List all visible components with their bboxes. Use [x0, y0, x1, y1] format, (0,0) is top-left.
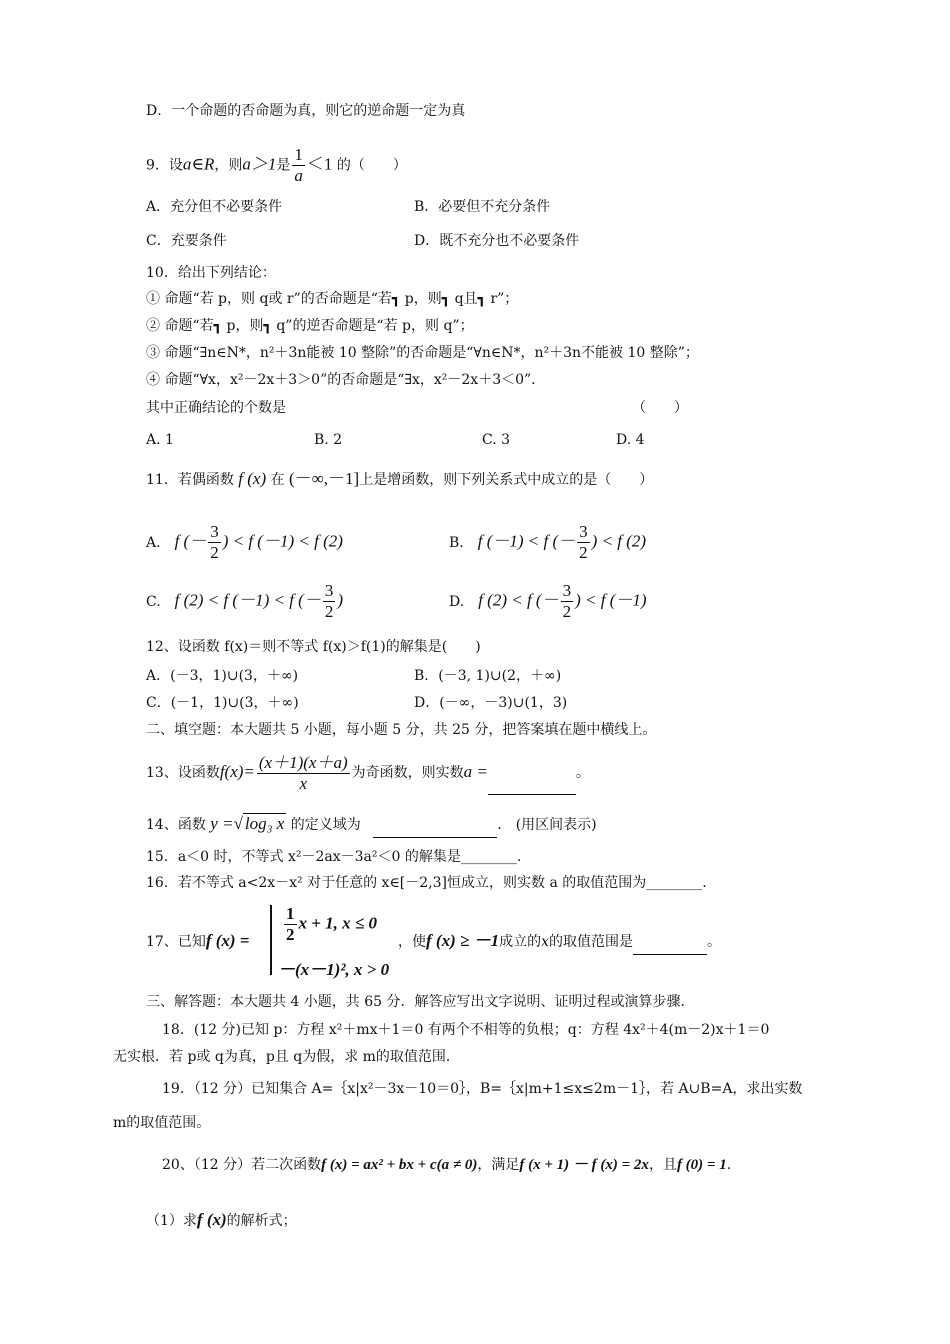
q11-interval: (－∞,－1] [289, 469, 360, 488]
q11-option-c-label: C. [146, 593, 161, 610]
q11-option-a-part1: f (－ [174, 531, 207, 551]
q14-answer-blank[interactable] [373, 819, 497, 838]
q14-suffix: . (用区间表示) [497, 817, 597, 833]
q13-suffix: 。 [575, 765, 590, 781]
q13-mid: 为奇函数，则实数 [351, 765, 464, 781]
q11-option-b-fraction [577, 522, 590, 563]
q17-mid: ，使 [398, 934, 426, 950]
q17-end: 。 [706, 934, 721, 950]
q11-option-c-fraction [323, 581, 336, 622]
q11-option-b-num: 3 [579, 522, 588, 541]
q18-line-2: 无实根．若 p或 q为真，p且 q为假，求 m的取值范围． [113, 1049, 460, 1065]
q19-line-1: 19．（12 分）已知集合 A=｛x|x²－3x－10＝0｝，B=｛x|m+1≤x≤2m－1｝，若 A∪B=A，求出实数 [162, 1081, 803, 1097]
q11-fx: f (x) [238, 469, 267, 488]
q13-den: x [299, 773, 308, 793]
q9-stem [146, 145, 407, 186]
q14-prefix: 14、函数 [146, 817, 206, 833]
q14-radicand: log₃ x [244, 814, 285, 833]
q11-option-b-part2: ) < f (2) [591, 531, 647, 551]
q20-expr1: f (x) = ax² + bx + c(a ≠ 0) [321, 1157, 478, 1173]
q11-option-c-den: 2 [324, 602, 334, 621]
q12-option-c: C．(－1，1)∪(3，＋∞) [146, 695, 299, 711]
q11-option-a [146, 522, 343, 563]
q11-option-c-part2: ) [337, 590, 344, 610]
q13-prefix: 13、设函数 [146, 765, 220, 781]
q15-text: 15．a＜0 时，不等式 x²－2ax－3a²＜0 的解集是________. [146, 849, 522, 865]
q13-var: a = [463, 762, 488, 781]
q11-in: 在 [270, 472, 285, 488]
q17-answer-blank[interactable] [633, 936, 707, 955]
q9-cond2: a＞1 [242, 154, 277, 174]
q9-suffix: 的（ ） [332, 157, 407, 174]
q10-item-4: ④ 命题“∀x，x²－2x＋3＞0”的否命题是“∃x，x²－2x＋3＜0”． [146, 372, 546, 388]
q8-option-d: D．一个命题的否命题为真，则它的逆命题一定为真 [146, 103, 466, 119]
q13-stem [146, 750, 590, 795]
q10-item-3: ③ 命题“∃n∈N*，n²＋3n能被 10 整除”的否命题是“∀n∈N*，n²＋3n不能被 10 整除”； [146, 345, 699, 361]
q9-lt1: ＜1 [306, 154, 333, 174]
q11-option-d-num: 3 [562, 581, 572, 600]
q17-stem-suffix [398, 928, 721, 955]
q10-stem: 10．给出下列结论： [146, 265, 276, 281]
q11-option-d-label: D. [449, 593, 465, 610]
q11-suffix: 上是增函数，则下列关系式中成立的是（ ） [359, 472, 654, 488]
q11-option-b [449, 522, 646, 563]
q17-case-2: －(x－1)², x > 0 [278, 960, 390, 979]
q20-mid1: ，满足 [477, 1157, 520, 1173]
q9-option-d: D．既不充分也不必要条件 [414, 233, 580, 249]
q11-option-c-part1: f (2) < f (－1) < f (－ [174, 590, 321, 610]
q10-option-d: D. 4 [616, 432, 645, 448]
q18-line-1: 18．(12 分)已知 p：方程 x²＋mx＋1＝0 有两个不相等的负根；q：方程 4x²＋4(m－2)x＋1＝0 [162, 1022, 770, 1038]
q9-option-c: C．充要条件 [146, 233, 227, 249]
q20-expr3: f (0) = 1 [676, 1157, 727, 1173]
q20-sub-1 [146, 1207, 297, 1234]
q20-end: . [726, 1157, 732, 1173]
q17-prefix: 17、已知 [146, 934, 206, 950]
q11-option-d [449, 581, 647, 622]
q10-option-a: A. 1 [146, 432, 174, 448]
q17-fx: f (x) = [205, 931, 250, 950]
q11-option-a-num: 3 [210, 522, 219, 541]
q13-answer-blank[interactable] [488, 776, 576, 795]
q9-prefix: 9．设 [146, 157, 183, 174]
q17-var: x [541, 934, 549, 950]
q11-option-d-part1: f (2) < f (－ [478, 590, 559, 610]
q17-brace [270, 905, 276, 975]
q10-item-1: ① 命题“若 p，则 q或 r”的否命题是“若┓ p，则┓ q且┓ r”； [146, 291, 519, 307]
q9-mid2: 是 [276, 157, 291, 174]
q16-text: 16．若不等式 a<2x－x² 对于任意的 x∈[－2,3]恒成立，则实数 a 的取值范围为________. [146, 875, 707, 891]
q9-frac-den: a [294, 166, 303, 185]
q20-sub1-suffix: 的解析式； [226, 1213, 297, 1229]
q10-ask: 其中正确结论的个数是 [146, 400, 286, 416]
q17-case1-den: 2 [286, 925, 295, 944]
q10-item-2: ② 命题“若┓ p，则┓ q”的逆否命题是“若 p，则 q”； [146, 318, 474, 334]
q20-expr2: f (x + 1) － f (x) = 2x [519, 1157, 649, 1173]
q9-cond1: a∈R [182, 154, 215, 174]
q11-option-d-fraction [561, 581, 574, 622]
q20-prefix: 20、（12 分）若二次函数 [162, 1157, 322, 1173]
section-2-title: 二、填空题：本大题共 5 小题，每小题 5 分，共 25 分，把答案填在题中横线上。 [146, 722, 657, 738]
q17-case1-rest: x + 1, x ≤ 0 [298, 913, 378, 933]
q9-fraction [292, 145, 305, 186]
q12-option-d: D．(－∞，－3)∪(1，3) [414, 695, 568, 711]
q20-stem [162, 1152, 731, 1178]
q9-frac-num: 1 [294, 145, 303, 164]
q10-option-b: B. 2 [314, 432, 343, 448]
q13-fraction [257, 753, 350, 794]
q11-option-a-fraction [208, 522, 221, 563]
q11-stem [146, 466, 653, 493]
q17-suffix1: 成立的 [499, 934, 542, 950]
q11-option-c [146, 581, 343, 622]
q11-option-c-num: 3 [324, 581, 334, 600]
q11-option-d-den: 2 [562, 602, 572, 621]
q11-option-a-den: 2 [210, 543, 219, 562]
q10-paren: （ ） [632, 400, 688, 416]
q17-case1-num: 1 [286, 904, 295, 923]
sqrt-icon: √ [233, 814, 243, 833]
q11-option-d-part2: ) < f (－1) [575, 590, 647, 610]
section-3-title: 三、解答题：本大题共 4 小题，共 65 分．解答应写出文字说明、证明过程或演算步骤． [146, 994, 695, 1010]
q14-expr: y = [210, 814, 234, 833]
q11-option-b-den: 2 [579, 543, 588, 562]
q9-mid1: ，则 [214, 157, 243, 174]
q9-option-a: A．充分但不必要条件 [146, 199, 283, 215]
q12-option-a: A．(－3，1)∪(3，＋∞) [146, 668, 299, 684]
q13-num: (x＋1)(x＋a) [258, 752, 348, 772]
q13-fx: f(x)= [219, 762, 255, 781]
q17-suffix2: 的取值范围是 [548, 934, 633, 950]
q11-prefix: 11．若偶函数 [146, 472, 234, 488]
q20-sub1-prefix: （1）求 [146, 1213, 197, 1229]
q17-stem-prefix [146, 928, 250, 955]
q17-case1-fraction [284, 904, 297, 945]
q20-sub1-expr: f (x) [196, 1210, 227, 1229]
q12-stem: 12、设函数 f(x)＝则不等式 f(x)＞f(1)的解集是( ) [146, 639, 481, 655]
q12-option-b: B．(－3, 1)∪(2，＋∞) [414, 668, 562, 684]
q20-mid2: ，且 [648, 1157, 677, 1173]
q11-option-b-part1: f (－1) < f (－ [477, 531, 576, 551]
q17-cond: f (x) ≥ －1 [426, 931, 500, 950]
q14-stem [146, 811, 597, 838]
q9-option-b: B．必要但不充分条件 [414, 199, 551, 215]
q14-mid: 的定义域为 [290, 817, 361, 833]
q11-option-b-label: B. [449, 534, 464, 551]
q11-option-a-label: A. [146, 534, 161, 551]
q11-option-a-part2: ) < f (－1) < f (2) [222, 531, 343, 551]
q10-option-c: C. 3 [482, 432, 511, 448]
q19-line-2: m的取值范围。 [113, 1115, 211, 1131]
q17-case-1 [282, 904, 377, 945]
